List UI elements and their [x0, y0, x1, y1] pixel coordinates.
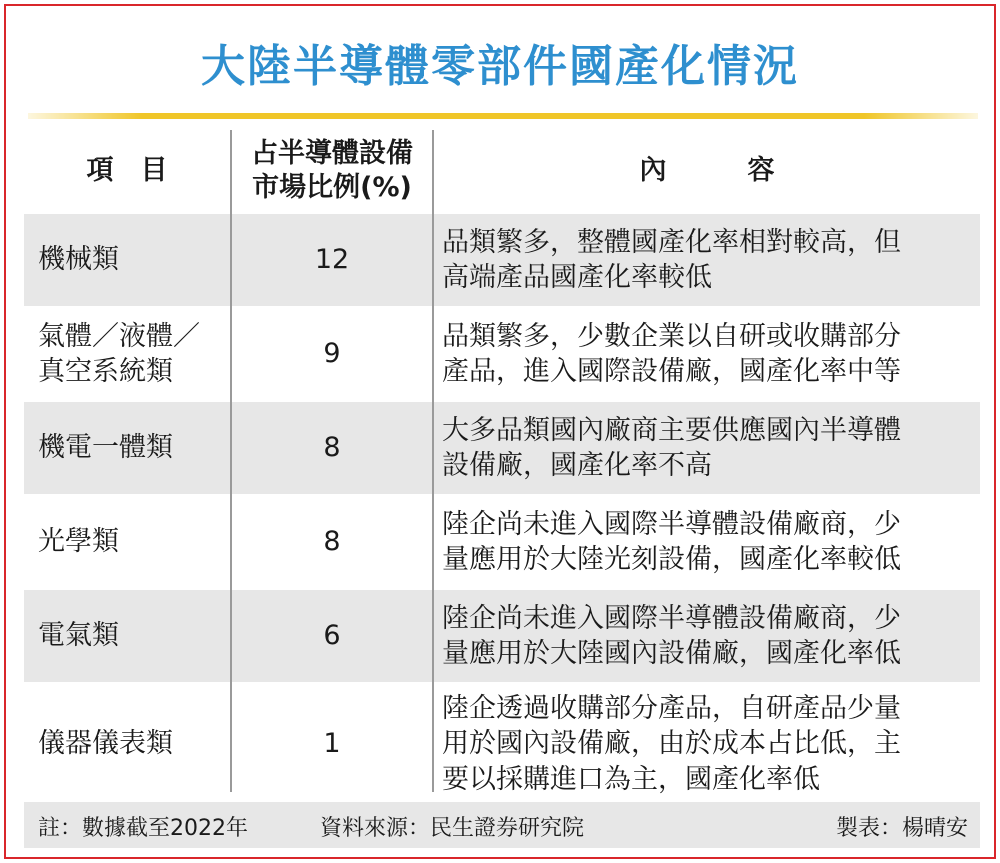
- row-content-line: 設備廠，國產化率不高: [442, 450, 712, 481]
- column-divider-2: [432, 130, 434, 792]
- row-share: 8: [323, 526, 341, 558]
- table-row: [24, 402, 980, 494]
- row-content-line: 量應用於大陸國內設備廠，國產化率低: [442, 638, 901, 669]
- row-item: [38, 684, 224, 804]
- row-content-line: 品類繁多，少數企業以自研或收購部分: [442, 320, 901, 352]
- row-item-line: 氣體／液體／: [38, 320, 200, 352]
- footer-note: 註：數據截至2022年: [38, 816, 248, 841]
- row-share: 6: [323, 620, 341, 652]
- chart-title: 大陸半導體零部件國產化情況: [201, 41, 799, 92]
- row-share: 9: [323, 338, 341, 370]
- row-content-line: 高端產品國產化率較低: [442, 262, 712, 293]
- header-share-line1: 占半導體設備: [251, 138, 413, 170]
- row-item: [38, 590, 224, 682]
- row-content: [442, 684, 972, 804]
- row-content-line: 陸企尚未進入國際半導體設備廠商，少: [442, 508, 901, 540]
- row-content-line: 用於國內設備廠，由於成本占比低，主: [442, 728, 901, 760]
- table-row: [24, 214, 980, 306]
- title-underline: [28, 113, 978, 119]
- row-item-line: 電氣類: [38, 620, 119, 652]
- table-header: [24, 130, 980, 212]
- row-content-line: 陸企透過收購部分產品，自研產品少量: [442, 693, 901, 725]
- row-item: [38, 214, 224, 306]
- row-content: [442, 308, 972, 400]
- row-share: 8: [323, 432, 341, 464]
- row-content-line: 要以採購進口為主，國產化率低: [442, 763, 820, 795]
- row-content-line: 產品，進入國際設備廠，國產化率中等: [442, 356, 901, 387]
- row-content: [442, 214, 972, 306]
- table-row: [24, 684, 980, 804]
- row-item: [38, 496, 224, 588]
- row-content: [442, 496, 972, 588]
- row-share: 12: [314, 244, 350, 276]
- row-content: [442, 590, 972, 682]
- row-item-line: 機電一體類: [38, 432, 173, 464]
- row-content: [442, 402, 972, 494]
- row-share: 1: [323, 728, 341, 760]
- row-item: [38, 308, 224, 400]
- header-share-line2: 市場比例(%): [252, 172, 412, 203]
- row-content-line: 量應用於大陸光刻設備，國產化率較低: [442, 544, 901, 575]
- row-item-line: 機械類: [38, 244, 119, 276]
- table-row: [24, 496, 980, 588]
- header-item: 項 目: [86, 155, 168, 187]
- footer-source: 資料來源：民生證券研究院: [320, 816, 585, 841]
- table-row: [24, 308, 980, 400]
- row-item-line: 真空系統類: [38, 356, 173, 387]
- row-content-line: 品類繁多，整體國產化率相對較高，但: [442, 226, 901, 258]
- row-item-line: 儀器儀表類: [38, 728, 173, 760]
- footer-maker: 製表：楊晴安: [835, 816, 968, 841]
- header-content: 內 容: [639, 155, 775, 187]
- footer-bar: [24, 802, 980, 848]
- row-item-line: 光學類: [38, 526, 119, 558]
- table-row: [24, 590, 980, 682]
- row-content-line: 陸企尚未進入國際半導體設備廠商，少: [442, 602, 901, 634]
- header-share: [232, 130, 432, 212]
- chart-frame: [4, 4, 996, 859]
- row-content-line: 大多品類國內廠商主要供應國內半導體: [442, 414, 901, 446]
- column-divider-1: [230, 130, 232, 792]
- row-item: [38, 402, 224, 494]
